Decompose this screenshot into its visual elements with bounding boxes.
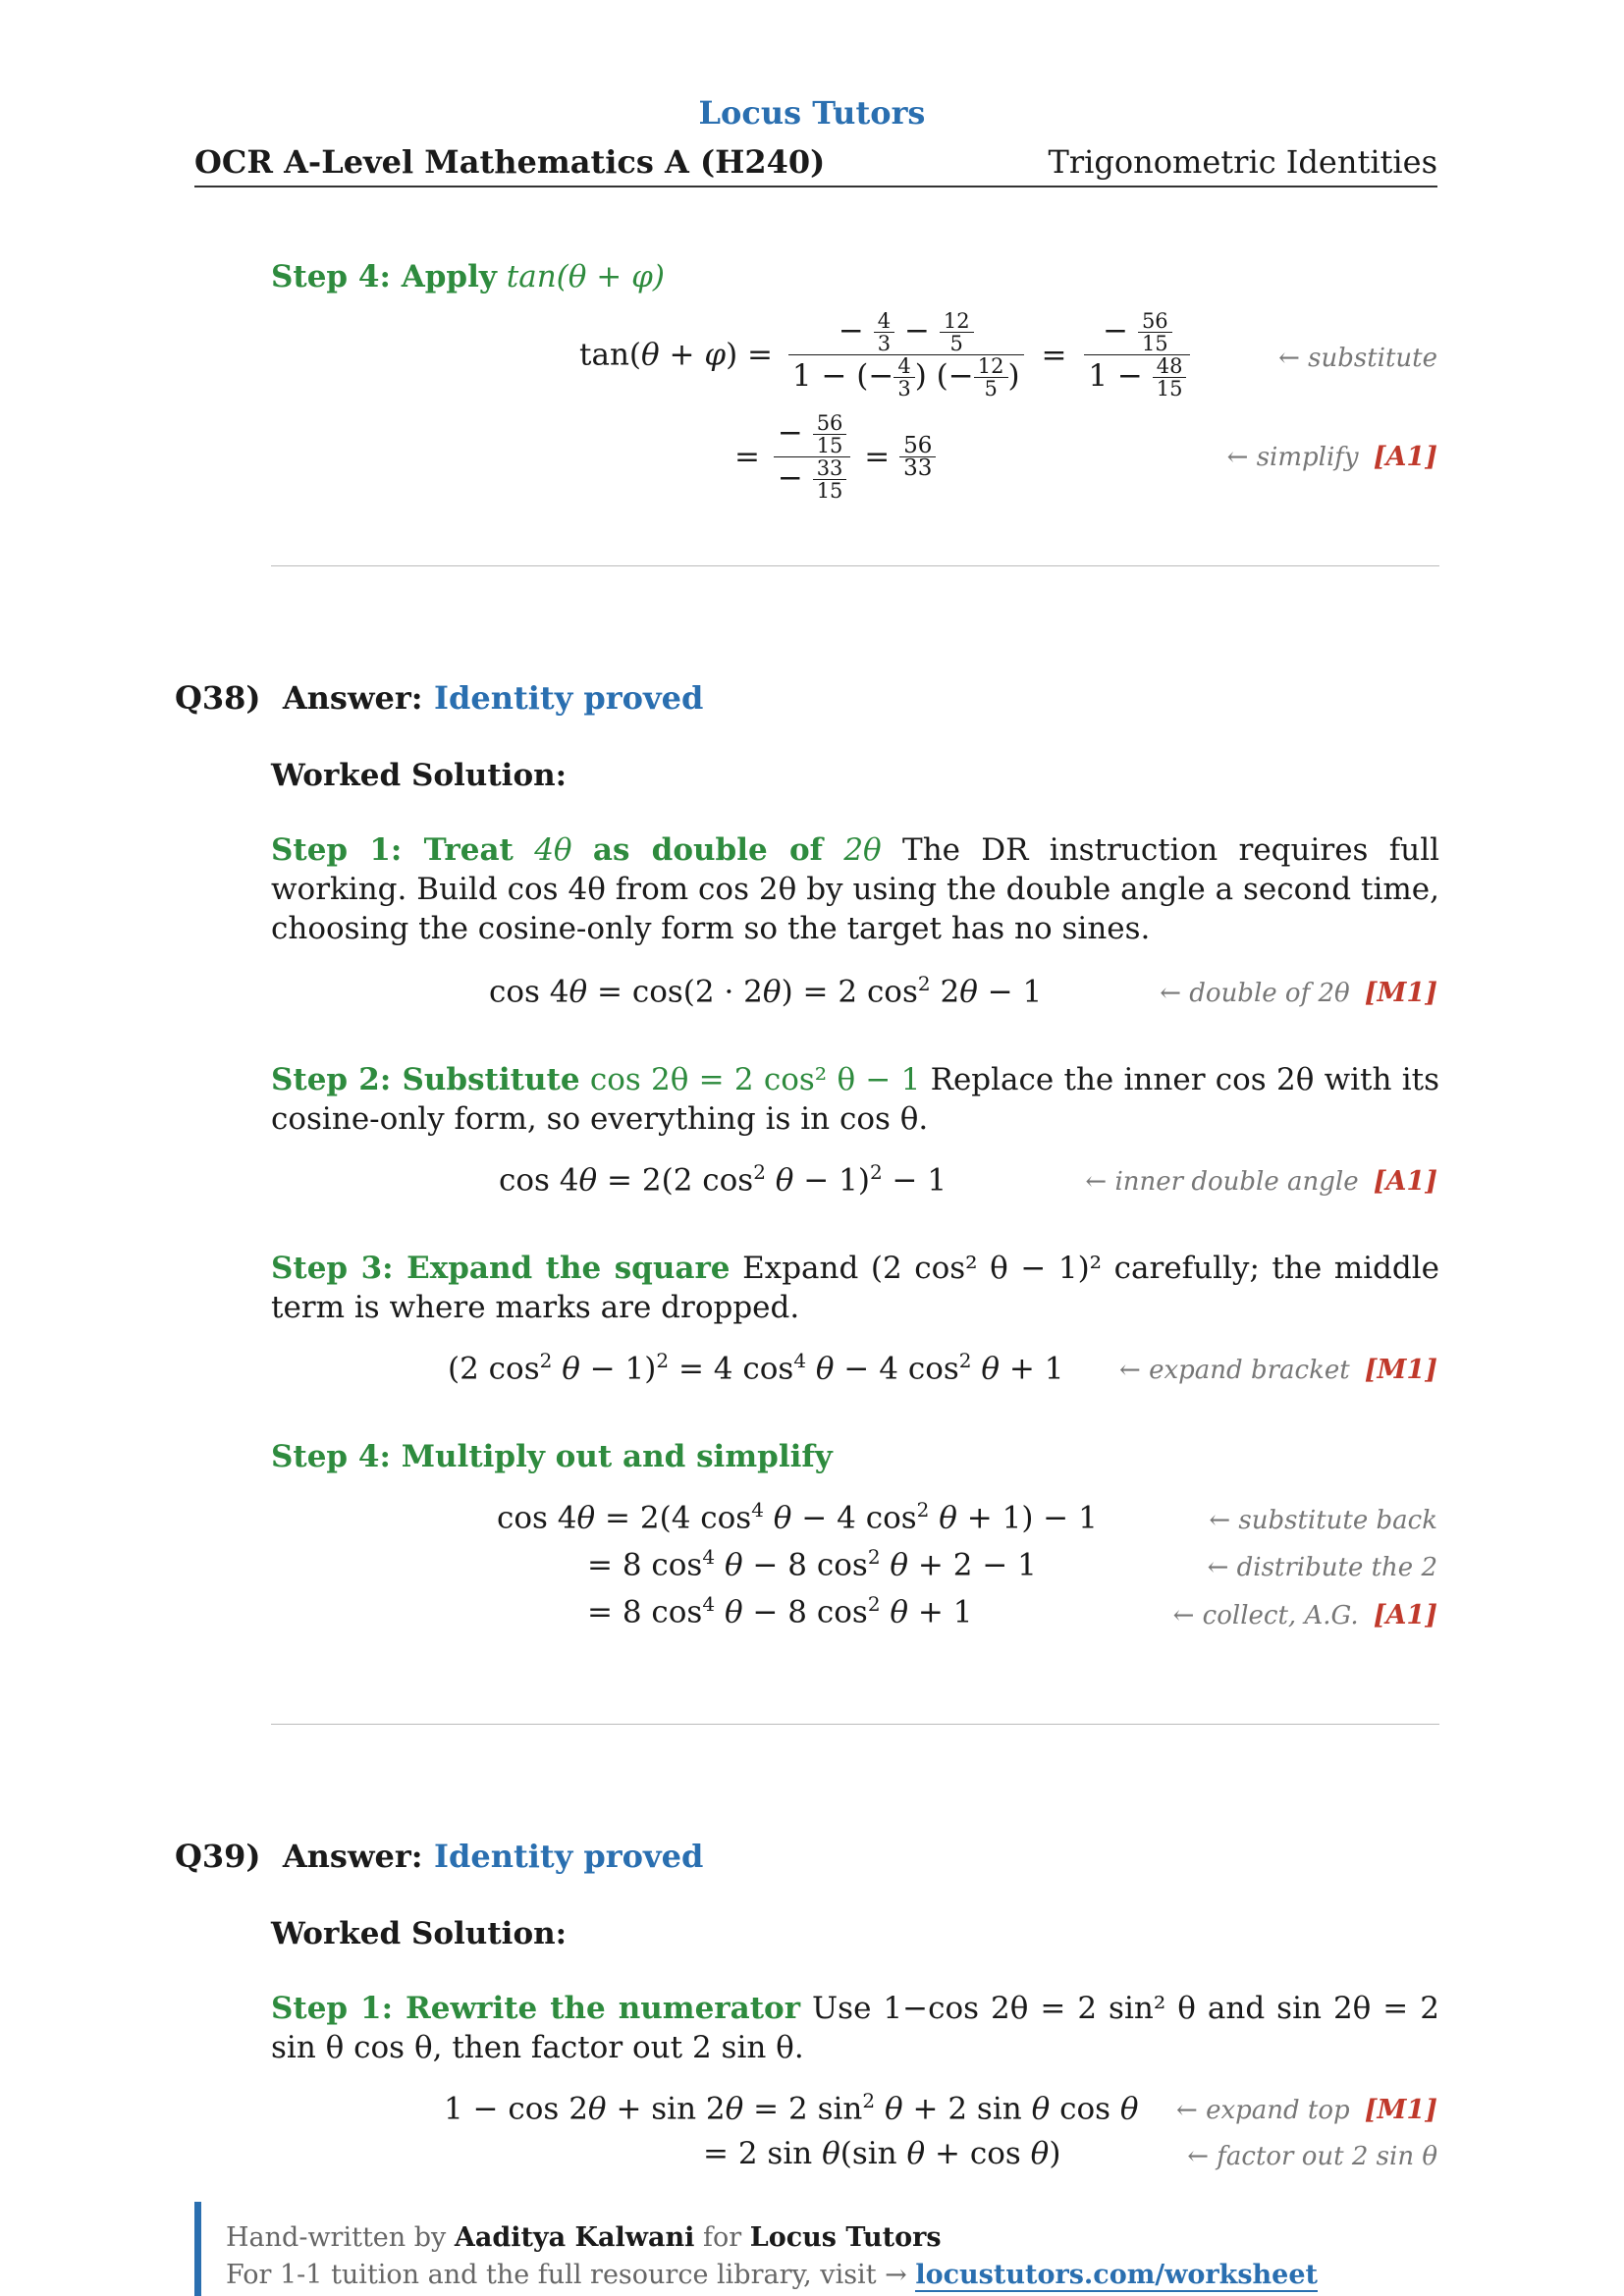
footer-credit: Hand-written by Aaditya Kalwani for Locus Tutors	[226, 2222, 942, 2253]
q38-step4-line3: = 8 $\cos^4 \theta - 8$ $\cos^2 \theta + 1$	[587, 1592, 973, 1630]
q38-step1-equation: cos 4θ = cos(2 · 2θ) = 2 $\cos^2 2\theta - 1$	[489, 972, 1043, 1010]
q38-step1: Step 1: Treat 4θ as double of 2θ The DR instruction requires full working. Build cos 4θ from cos 2θ by using the double angle a second time, choosing the cosine-only form so the target has no sines.	[271, 832, 1440, 946]
q38-step4-note2: ← distribute the 2	[1207, 1553, 1437, 1582]
q38-step3: Step 3: Expand the square Expand (2 cos² θ − 1)² carefully; the middle term is where marks are dropped.	[271, 1251, 1440, 1325]
q37-equation-line1: tan(θ + φ) = − $\frac{4}{3}$ − $\frac{12}{5}$ 1 − (− $\frac{4}{3}$ ) (− $\frac{12}{5}$ ) = − $\frac{56}{15}$ 1 − $\frac{48}{15}$	[579, 310, 1190, 400]
q37-note-substitute: ← substitute	[1278, 344, 1437, 373]
q39-step1-note1: ← expand top [M1]	[1176, 2095, 1437, 2125]
q39-label: Q39) Answer:	[175, 1838, 423, 1875]
worksheet-link[interactable]: locustutors.com/worksheet	[915, 2260, 1319, 2290]
q38-step3-note: ← expand bracket [M1]	[1119, 1355, 1437, 1385]
q38-step2-equation: cos 4θ = 2(2 $\cos^2 \theta - 1)^2 - 1$	[499, 1160, 947, 1199]
q37-note-simplify: ← simplify [A1]	[1226, 442, 1437, 472]
q38-step2-note: ← inner double angle [A1]	[1085, 1166, 1437, 1197]
q39-step1-line2: = 2 sin θ(sin θ + cos θ)	[703, 2136, 1061, 2171]
q39-step1-line1: 1 − cos 2θ + sin 2θ = 2 $\sin^2 \theta + 2$ sin θ cos θ	[444, 2089, 1139, 2127]
course-title: OCR A-Level Mathematics A (H240)	[194, 143, 826, 181]
q39-answer: Identity proved	[434, 1838, 704, 1875]
q38-step4-note3: ← collect, A.G. [A1]	[1172, 1600, 1437, 1630]
footer-accent-bar	[194, 2202, 201, 2296]
q38-label: Q38) Answer:	[175, 679, 423, 717]
q38-answer: Identity proved	[434, 679, 704, 717]
q39-step1: Step 1: Rewrite the numerator Use 1−cos 2θ = 2 sin² θ and sin 2θ = 2 sin θ cos θ, then factor out 2 sin θ.	[271, 1991, 1439, 2065]
q38-step4-note1: ← substitute back	[1209, 1506, 1437, 1535]
q38-step2: Step 2: Substitute cos 2θ = 2 cos² θ − 1 Replace the inner cos 2θ with its cosine-only form, so everything is in cos θ.	[271, 1062, 1440, 1137]
q38-step4-line1: cos 4θ = 2(4 $\cos^4 \theta - 4$ $\cos^2 \theta + 1) - 1$	[497, 1498, 1098, 1536]
section-divider	[271, 565, 1439, 566]
q39-worked-heading: Worked Solution:	[271, 1916, 568, 1951]
q39-step1-note2: ← factor out 2 sin θ	[1187, 2142, 1437, 2171]
q37-equation-line2: = − $\frac{56}{15}$ − $\frac{33}{15}$ = $\frac{56}{33}$	[734, 412, 936, 502]
footer-visit: For 1-1 tuition and the full resource library, visit → locustutors.com/worksheet	[226, 2260, 1319, 2290]
q38-step4: Step 4: Multiply out and simplify	[271, 1439, 833, 1474]
q38-step4-line2: = 8 $\cos^4 \theta - 8$ $\cos^2 \theta + 2 - 1$	[587, 1545, 1037, 1583]
q38-step3-equation: (2 $\cos^2 \theta - 1)^2 = 4$ $\cos^4 \theta - 4$ $\cos^2 \theta + 1$	[448, 1349, 1064, 1387]
q38-worked-heading: Worked Solution:	[271, 758, 568, 793]
topic-title: Trigonometric Identities	[1048, 143, 1437, 181]
header-divider	[194, 186, 1437, 187]
section-divider	[271, 1724, 1439, 1725]
brand-title: Locus Tutors	[698, 94, 926, 132]
q37-step4-heading: Step 4: Apply tan(θ + φ)	[271, 259, 665, 294]
q38-step1-note: ← double of 2θ [M1]	[1160, 978, 1437, 1008]
